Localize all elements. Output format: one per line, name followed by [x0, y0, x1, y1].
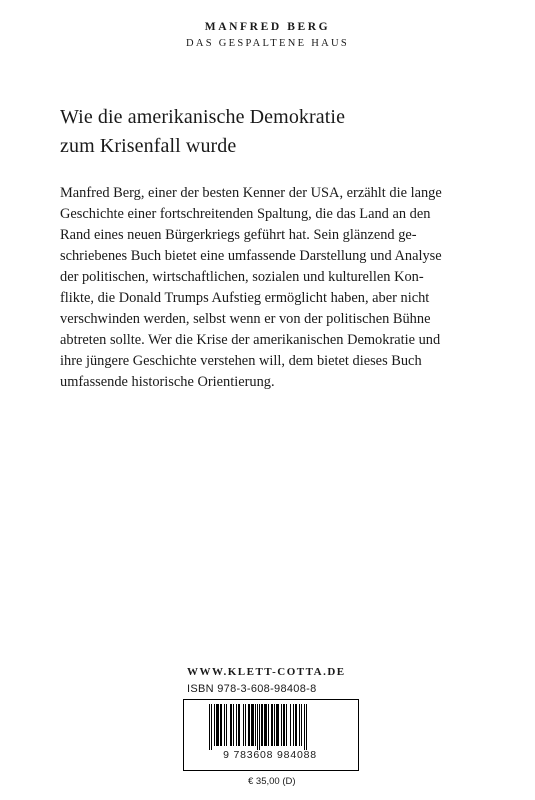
barcode-bar — [290, 704, 291, 746]
headline-line: zum Krisenfall wurde — [60, 135, 237, 157]
cover-header — [0, 19, 535, 52]
isbn-text: ISBN 978-3-608-98408-8 — [187, 683, 317, 695]
author-name: MANFRED BERG — [204, 21, 331, 33]
blurb-line: der politischen, wirtschaftlichen, sozialen und kulturellen Kon- — [60, 269, 424, 285]
barcode-bar — [251, 704, 254, 746]
barcode-bar — [211, 704, 212, 750]
barcode-bar — [226, 704, 227, 746]
barcode-bar — [224, 704, 225, 746]
barcode-bars-icon — [207, 704, 335, 750]
barcode-bar — [306, 704, 307, 750]
barcode-bar — [299, 704, 300, 746]
barcode-bar — [236, 704, 237, 746]
barcode-bar — [304, 704, 305, 750]
barcode-bar — [276, 704, 279, 746]
headline-line: Wie die amerikanische Demokratie — [60, 106, 346, 128]
publisher-website: WWW.KLETT-COTTA.DE — [187, 666, 346, 678]
barcode-bar — [293, 704, 294, 746]
blurb-line: schriebenes Buch bietet eine umfassende Darstellung und Analyse — [60, 248, 442, 264]
barcode-bar — [216, 704, 219, 746]
blurb-line: ihre jüngere Geschichte verstehen will, dem bietet dieses Buch — [60, 353, 422, 369]
barcode-bar — [245, 704, 246, 746]
blurb-line: Rand eines neuen Bürgerkriegs geführt hat. Sein glänzend ge- — [60, 227, 417, 243]
blurb-line: Geschichte einer fortschreitenden Spaltung, die das Land an den — [60, 206, 431, 222]
price-label: € 35,00 (D) — [248, 776, 296, 787]
barcode-bar — [281, 704, 282, 746]
barcode-bar — [214, 704, 215, 746]
blurb-line: Manfred Berg, einer der besten Kenner der USA, erzählt die lange — [60, 185, 442, 201]
blurb-line: umfassende historische Orientierung. — [60, 374, 275, 390]
barcode-bar — [233, 704, 234, 746]
barcode-bar — [248, 704, 250, 746]
barcode-bar — [230, 704, 232, 746]
barcode-bar — [268, 704, 269, 746]
blurb-line: flikte, die Donald Trumps Aufstieg ermöglicht haben, aber nicht — [60, 290, 430, 306]
barcode-bar — [238, 704, 240, 746]
barcode-bar — [286, 704, 287, 746]
headline — [60, 103, 490, 161]
barcode-bar — [271, 704, 273, 746]
barcode-bar — [301, 704, 302, 746]
barcode-bar — [259, 704, 260, 750]
barcode-bar — [255, 704, 256, 746]
barcode-bar — [283, 704, 285, 746]
blurb-line: verschwinden werden, selbst wenn er von der politischen Bühne — [60, 311, 431, 327]
barcode-bar — [264, 704, 267, 746]
barcode-number: 9 783608 984088 — [223, 749, 317, 761]
barcode-bar — [220, 704, 222, 746]
barcode-bar — [243, 704, 244, 746]
barcode-bar — [257, 704, 258, 750]
blurb-text — [60, 183, 500, 393]
barcode-bar — [295, 704, 297, 746]
barcode-bar — [274, 704, 275, 746]
blurb-line: abtreten sollte. Wer die Krise der amerikanischen Demokratie und — [60, 332, 441, 348]
barcode-bar — [261, 704, 263, 746]
book-title: DAS GESPALTENE HAUS — [185, 38, 350, 49]
barcode-bar — [209, 704, 210, 750]
